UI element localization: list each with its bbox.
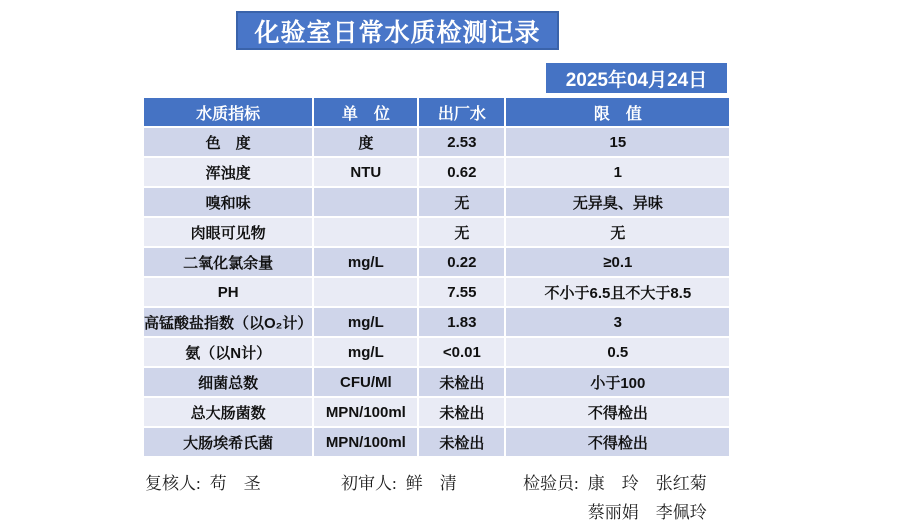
factory-water-cell: 无 bbox=[419, 218, 504, 246]
factory-water-cell: <0.01 bbox=[419, 338, 504, 366]
factory-water-cell: 未检出 bbox=[419, 428, 504, 456]
factory-water-cell: 1.83 bbox=[419, 308, 504, 336]
factory-water-cell: 未检出 bbox=[419, 398, 504, 426]
unit-cell bbox=[314, 218, 417, 246]
table-header-row bbox=[144, 98, 729, 126]
limit-cell: 1 bbox=[506, 158, 729, 186]
table-row bbox=[144, 368, 729, 396]
table-row bbox=[144, 128, 729, 156]
unit-cell: MPN/100ml bbox=[314, 428, 417, 456]
limit-cell: 3 bbox=[506, 308, 729, 336]
table-row bbox=[144, 218, 729, 246]
table-row bbox=[144, 398, 729, 426]
indicator-cell: 总大肠菌数 bbox=[144, 398, 312, 426]
limit-cell: 0.5 bbox=[506, 338, 729, 366]
table-row bbox=[144, 188, 729, 216]
inspector-label: 检验员: bbox=[523, 474, 579, 493]
indicator-cell: 细菌总数 bbox=[144, 368, 312, 396]
factory-water-cell: 未检出 bbox=[419, 368, 504, 396]
unit-cell: mg/L bbox=[314, 338, 417, 366]
table-row bbox=[144, 338, 729, 366]
header-cell-limit: 限 值 bbox=[506, 98, 729, 126]
table-row bbox=[144, 248, 729, 276]
table-row bbox=[144, 308, 729, 336]
unit-cell bbox=[314, 278, 417, 306]
limit-cell: 无异臭、异味 bbox=[506, 188, 729, 216]
header-cell-indicator: 水质指标 bbox=[144, 98, 312, 126]
factory-water-cell: 0.22 bbox=[419, 248, 504, 276]
unit-cell: mg/L bbox=[314, 308, 417, 336]
limit-cell: ≥0.1 bbox=[506, 248, 729, 276]
inspector-names bbox=[588, 469, 707, 523]
page-title: 化验室日常水质检测记录 bbox=[236, 11, 559, 50]
table-row bbox=[144, 278, 729, 306]
date-badge: 2025年04月24日 bbox=[546, 63, 727, 93]
indicator-cell: 色 度 bbox=[144, 128, 312, 156]
limit-cell: 15 bbox=[506, 128, 729, 156]
header-cell-factory-water: 出厂水 bbox=[419, 98, 504, 126]
limit-cell: 不得检出 bbox=[506, 428, 729, 456]
water-quality-table bbox=[142, 96, 731, 458]
indicator-cell: PH bbox=[144, 278, 312, 306]
limit-cell: 不小于6.5且不大于8.5 bbox=[506, 278, 729, 306]
limit-cell: 小于100 bbox=[506, 368, 729, 396]
inspector-names-line1: 康 玲 张红菊 bbox=[587, 474, 707, 493]
reviewer-label: 复核人: bbox=[145, 474, 201, 493]
table-row bbox=[144, 428, 729, 456]
indicator-cell: 浑浊度 bbox=[144, 158, 312, 186]
factory-water-cell: 7.55 bbox=[419, 278, 504, 306]
reviewer-signoff bbox=[145, 469, 261, 494]
indicator-cell: 氨（以N计） bbox=[144, 338, 312, 366]
unit-cell: NTU bbox=[314, 158, 417, 186]
unit-cell: mg/L bbox=[314, 248, 417, 276]
indicator-cell: 肉眼可见物 bbox=[144, 218, 312, 246]
factory-water-cell: 无 bbox=[419, 188, 504, 216]
factory-water-cell: 0.62 bbox=[419, 158, 504, 186]
limit-cell: 不得检出 bbox=[506, 398, 729, 426]
inspectors-signoff bbox=[523, 469, 707, 523]
indicator-cell: 高锰酸盐指数（以O₂计） bbox=[144, 308, 312, 336]
auditor-signoff bbox=[341, 469, 457, 494]
header-cell-unit: 单 位 bbox=[314, 98, 417, 126]
factory-water-cell: 2.53 bbox=[419, 128, 504, 156]
indicator-cell: 大肠埃希氏菌 bbox=[144, 428, 312, 456]
table-row bbox=[144, 158, 729, 186]
unit-cell: 度 bbox=[314, 128, 417, 156]
unit-cell: MPN/100ml bbox=[314, 398, 417, 426]
reviewer-name: 苟 圣 bbox=[209, 474, 261, 493]
auditor-label: 初审人: bbox=[341, 474, 397, 493]
auditor-name: 鲜 清 bbox=[405, 474, 457, 493]
unit-cell bbox=[314, 188, 417, 216]
inspector-names-line2: 蔡丽娟 李佩玲 bbox=[587, 503, 707, 522]
unit-cell: CFU/Ml bbox=[314, 368, 417, 396]
limit-cell: 无 bbox=[506, 218, 729, 246]
indicator-cell: 二氧化氯余量 bbox=[144, 248, 312, 276]
indicator-cell: 嗅和味 bbox=[144, 188, 312, 216]
